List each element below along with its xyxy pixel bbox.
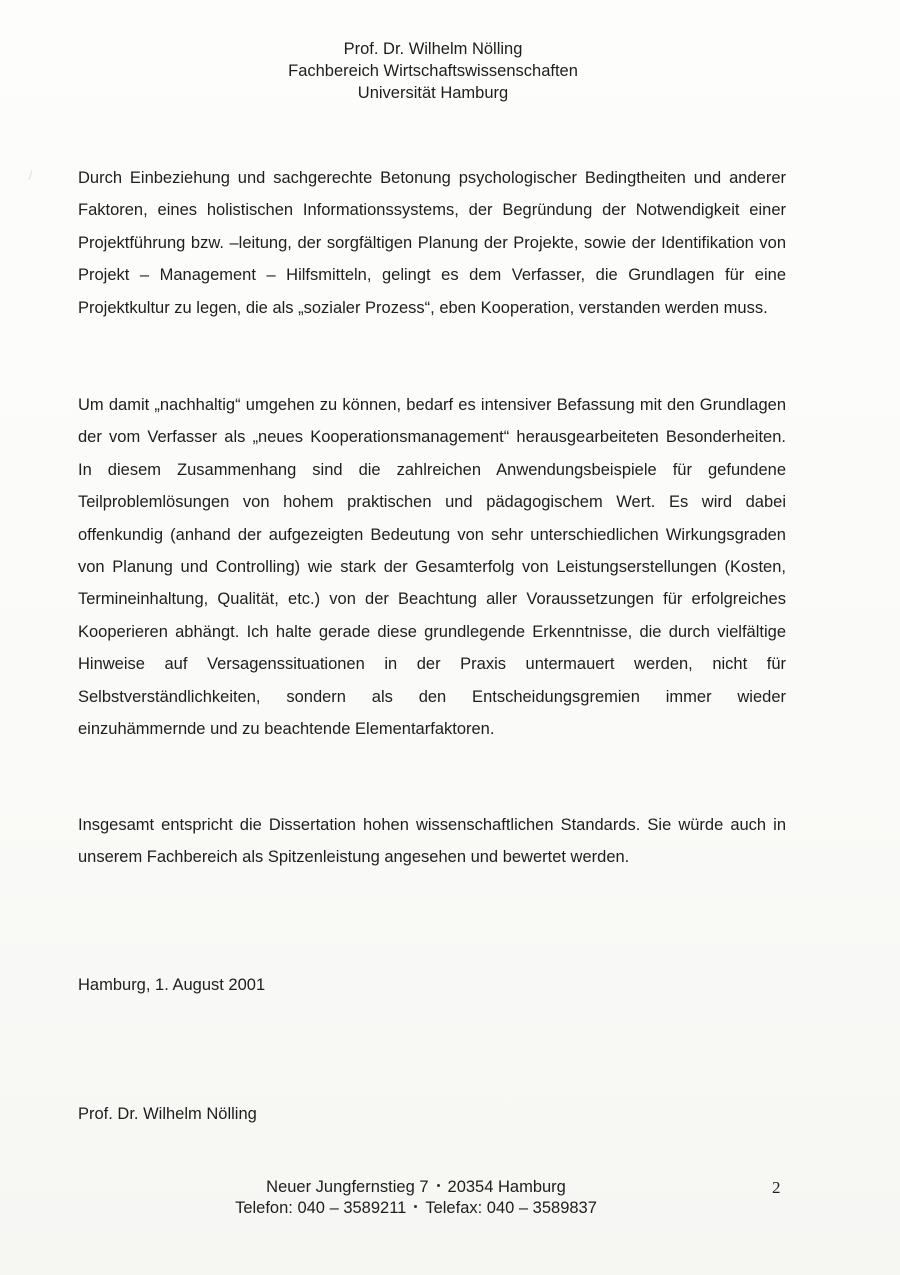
footer-city: 20354 Hamburg [447,1178,566,1196]
body-paragraph-1: Durch Einbeziehung und sachgerechte Betonung psychologischer Bedingtheiten und anderer Faktoren, eines holistischen Informationssystems, der Begründung der Notwendigkeit einer Projektführung bzw. –leitung, der sorgfältigen Planung der Projekte, sowie der Identifikation von Projekt – Management – Hilfsmitteln, gelingt es dem Verfasser, die Grundlagen für eine Projektkultur zu legen, die als „sozialer Prozess“, eben Kooperation, verstanden werden muss. [78,169,786,317]
footer-contact-line [150,1198,682,1219]
footer-street: Neuer Jungfernstieg 7 [266,1178,429,1196]
body-paragraph-3: Insgesamt entspricht die Dissertation hohen wissenschaftlichen Standards. Sie würde auch in unserem Fachbereich als Spitzenleistung angesehen und bewertet werden. [78,816,786,867]
footer-phone: Telefon: 040 – 3589211 [235,1199,407,1217]
letterhead-department: Fachbereich Wirtschaftswissenschaften [288,62,578,80]
separator-dot-icon [437,1184,440,1187]
letterhead [0,38,866,104]
page-number: 2 [772,1178,781,1197]
letterhead-university: Universität Hamburg [357,84,509,102]
footer-fax: Telefax: 040 – 3589837 [425,1199,597,1217]
scan-artifact [28,170,32,180]
address-footer [150,1177,682,1219]
letterhead-name: Prof. Dr. Wilhelm Nölling [343,40,523,58]
place-and-date: Hamburg, 1. August 2001 [78,976,266,994]
footer-address-line [150,1177,682,1198]
signer-name: Prof. Dr. Wilhelm Nölling [78,1105,257,1123]
body-paragraph-2: Um damit „nachhaltig“ umgehen zu können, bedarf es intensiver Befassung mit den Grundlagen der vom Verfasser als „neues Kooperationsmanagement“ herausgearbeiteten Besonderheiten. In diesem Zusammenhang sind die zahlreichen Anwendungsbeispiele für gefundene Teilproblemlösungen von hohem praktischen und pädagogischem Wert. Es wird dabei offenkundig (anhand der aufgezeigten Bedeutung von sehr unterschiedlichen Wirkungsgraden von Planung und Controlling) wie stark der Gesamterfolg von Leistungserstellungen (Kosten, Termineinhaltung, Qualität, etc.) von der Beachtung aller Voraussetzungen für erfolgreiches Kooperieren abhängt. Ich halte gerade diese grundlegende Erkenntnisse, die durch vielfältige Hinweise auf Versagenssituationen in der Praxis untermauert werden, nicht für Selbstverständlichkeiten, sondern als den Entscheidungsgremien immer wieder einzuhämmernde und zu beachtende Elementarfaktoren. [78,396,786,739]
separator-dot-icon [414,1205,417,1208]
